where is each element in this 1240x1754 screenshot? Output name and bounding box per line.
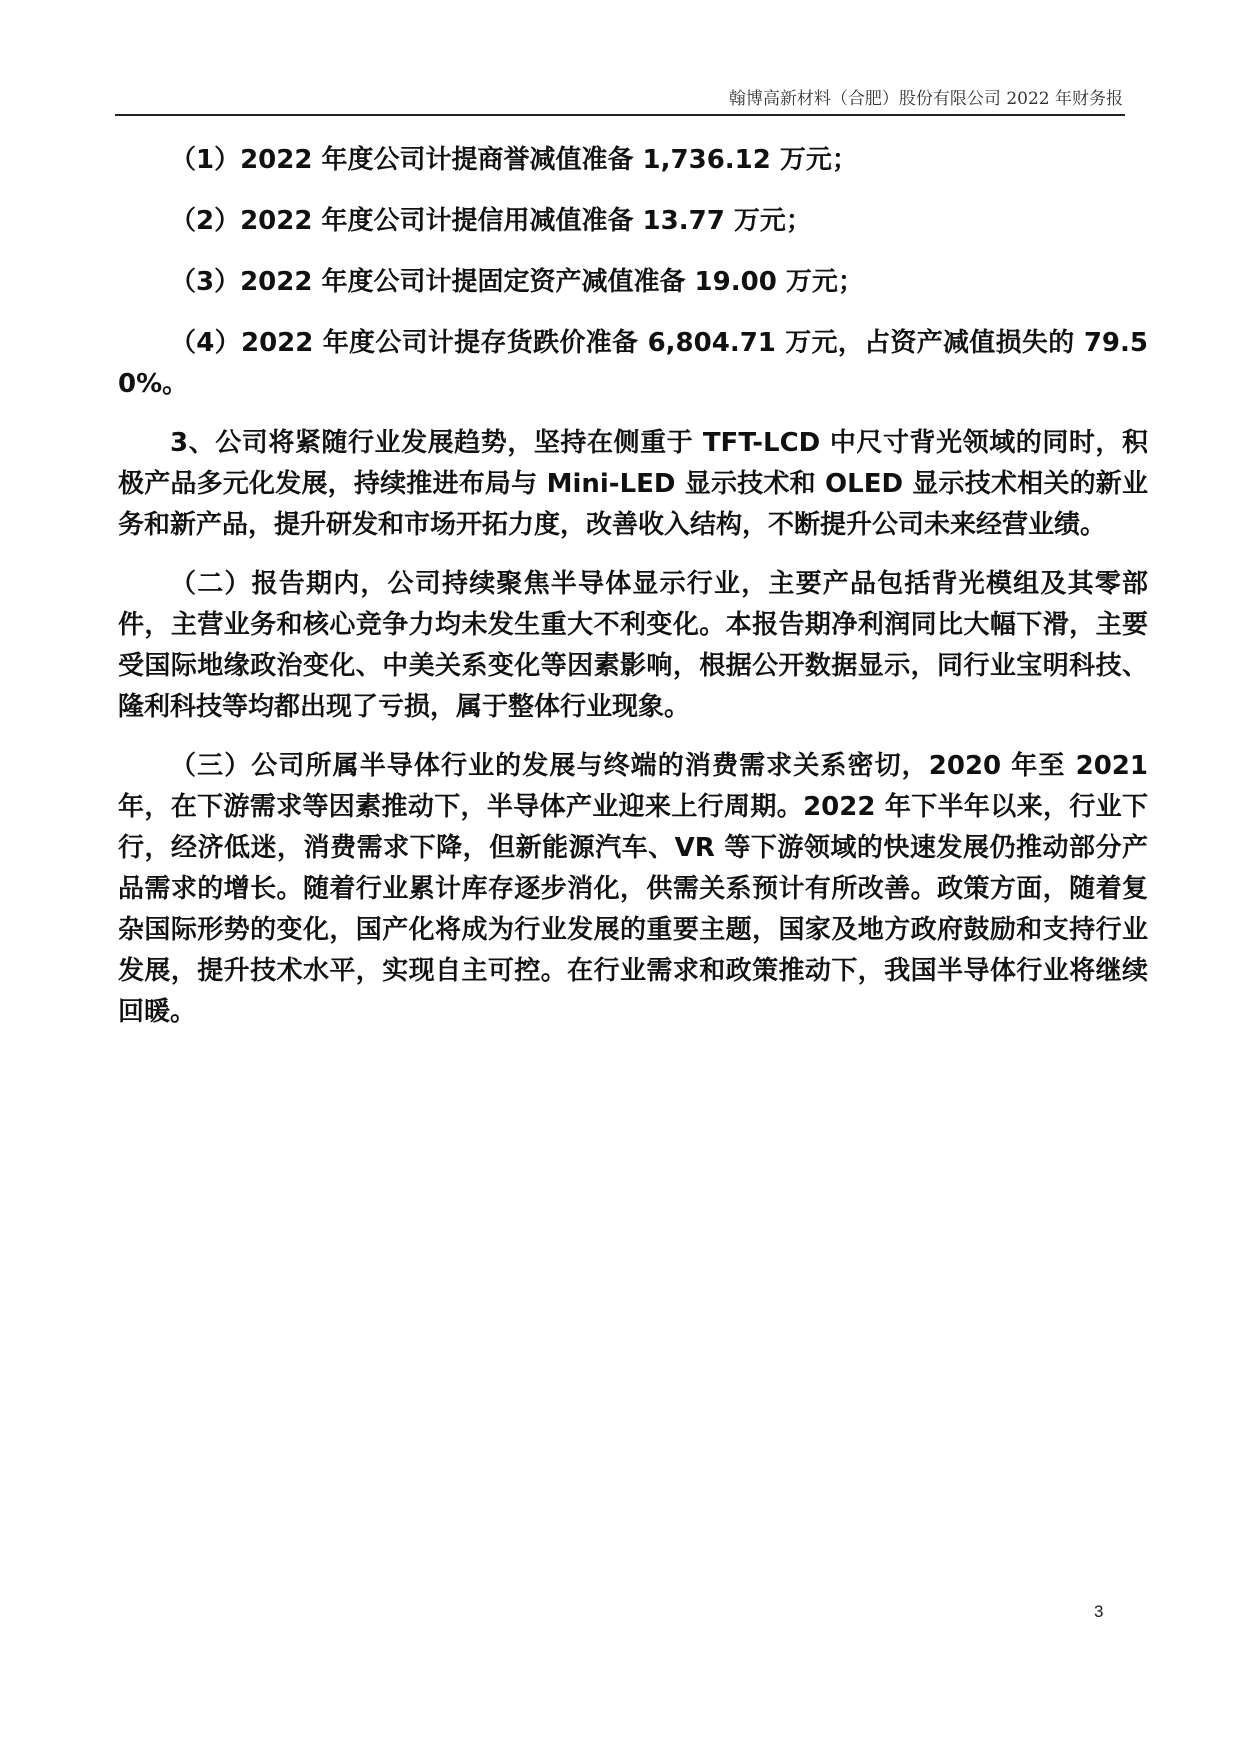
header-title: 翰博高新材料（合肥）股份有限公司 2022 年财务报: [728, 89, 1123, 109]
paragraph-section-two: （二）报告期内，公司持续聚焦半导体显示行业，主要产品包括背光模组及其零部件，主营业务和核心竞争力均未发生重大不利变化。本报告期净利润同比大幅下滑，主要受国际地缘政治变化、中美关系变化等因素影响，根据公开数据显示，同行业宝明科技、隆利科技等均都出现了亏损，属于整体行业现象。: [118, 569, 1148, 722]
paragraph-credit-impairment: （2）2022 年度公司计提信用减值准备 13.77 万元；: [170, 206, 812, 236]
paragraph-section-three: （三）公司所属半导体行业的发展与终端的消费需求关系密切，2020 年至 2021 年，在下游需求等因素推动下，半导体产业迎来上行周期。2022 年下半年以来，行业下行，经济低迷，消费需求下降，但新能源汽车、VR 等下游领域的快速发展仍推动部分产品需求的增长。随着行业累计库存逐步消化，供需关系预计有所改善。政策方面，随着复杂国际形势的变化，国产化将成为行业发展的重要主题，国家及地方政府鼓励和支持行业发展，提升技术水平，实现自主可控。在行业需求和政策推动下，我国半导体行业将继续回暖。: [118, 751, 1148, 1027]
paragraph-goodwill-impairment: （1）2022 年度公司计提商誉减值准备 1,736.12 万元；: [170, 145, 858, 175]
paragraph-inventory-impairment: （4）2022 年度公司计提存货跌价准备 6,804.71 万元，占资产减值损失的 79.50%。: [118, 328, 1148, 399]
page-number: 3: [1094, 1602, 1104, 1621]
paragraph-strategy: 3、公司将紧随行业发展趋势，坚持在侧重于 TFT-LCD 中尺寸背光领域的同时，积极产品多元化发展，持续推进布局与 Mini-LED 显示技术和 OLED 显示技术相关的新业务和新产品，提升研发和市场开拓力度，改善收入结构，不断提升公司未来经营业绩。: [118, 428, 1148, 540]
page-header: [115, 84, 1125, 116]
document-body: [118, 140, 1148, 1051]
paragraph-fixed-asset-impairment: （3）2022 年度公司计提固定资产减值准备 19.00 万元；: [170, 267, 864, 297]
